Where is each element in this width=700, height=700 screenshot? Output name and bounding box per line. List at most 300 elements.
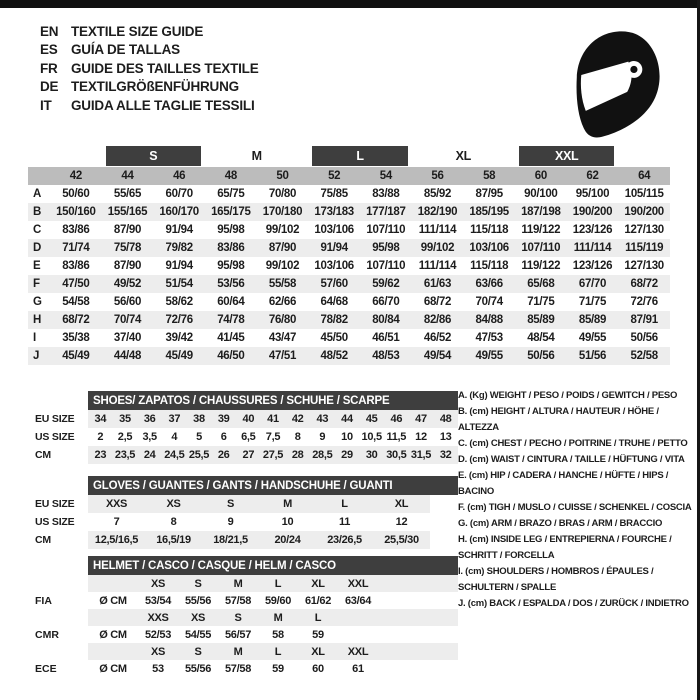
shoes-value: 8 [294, 431, 301, 443]
size-value: 66/70 [372, 296, 400, 308]
legend-item: J. (cm) BACK / ESPALDA / DOS / ZURÜCK / INDIETRO [458, 598, 689, 609]
measurement-row-i [28, 329, 670, 347]
gloves-value: 10 [281, 516, 294, 528]
legend-item: E. (cm) HIP / CADERA / HANCHE / HÜFTE / HIPS / BACINO [458, 470, 669, 497]
row-label: G [33, 296, 42, 308]
size-value: 160/170 [159, 206, 199, 218]
size-value: 75/78 [113, 242, 142, 254]
helmet-section-header: HELMET / CASCO / CASQUE / HELM / CASCO [88, 556, 458, 575]
size-value: 71/75 [578, 296, 607, 308]
size-value: 80/84 [372, 314, 400, 326]
corner-spacer [28, 167, 50, 185]
size-value: 119/122 [521, 224, 561, 236]
size-value: 111/114 [418, 224, 457, 236]
row-label: J [33, 350, 40, 362]
helmet-value: 57/58 [224, 594, 252, 607]
size-group-xl: XL [455, 149, 472, 163]
size-value: 99/102 [265, 260, 300, 272]
size-value: 85/92 [423, 188, 452, 200]
size-value: 103/106 [314, 260, 354, 272]
shoes-value: 43 [316, 413, 329, 425]
shoes-value: 32 [439, 449, 452, 461]
legend-item: B. (cm) HEIGHT / ALTURA / HAUTEUR / HÖHE / ALTEZZA [458, 406, 659, 433]
helmet-value-row [88, 592, 458, 609]
helmet-size-header: S [194, 645, 202, 658]
textile-size-table [28, 145, 670, 365]
shoes-value: 31,5 [410, 449, 432, 461]
size-value: 87/91 [630, 314, 658, 326]
size-value: 103/106 [469, 242, 509, 254]
shoes-row-labels [35, 410, 85, 464]
helmet-size-spacer [88, 609, 138, 626]
shoes-value: 2 [97, 431, 104, 443]
helmet-size-header: XXS [147, 611, 169, 624]
legend-item: I. (cm) SHOULDERS / HOMBROS / ÉPAULES / SCHULTERN / SPALLE [458, 566, 654, 593]
size-value: 76/80 [268, 314, 297, 326]
shoes-value: 3,5 [142, 431, 157, 443]
size-value: 61/63 [423, 278, 452, 290]
size-value: 65/68 [527, 278, 555, 290]
size-column-header: 50 [276, 170, 289, 182]
shoes-value: 26 [217, 449, 230, 461]
size-value: 59/62 [372, 278, 400, 290]
top-frame-bar [0, 0, 700, 8]
size-value: 50/56 [527, 350, 555, 362]
size-value: 45/49 [62, 350, 90, 362]
language-row [40, 41, 259, 60]
helmet-size-header: L [274, 645, 282, 658]
size-value: 68/72 [62, 314, 90, 326]
size-group-xxl: XXL [519, 146, 614, 166]
legend-item: G. (cm) ARM / BRAZO / BRAS / ARM / BRACCIO [458, 518, 663, 529]
shoes-value: 34 [94, 413, 107, 425]
size-value: 72/76 [630, 296, 658, 308]
gloves-value: XL [394, 498, 409, 510]
helmet-value: 54/55 [184, 628, 212, 641]
helmet-value: 56/57 [224, 628, 252, 641]
size-value: 95/100 [575, 188, 610, 200]
size-value: 58/62 [165, 296, 193, 308]
helmet-table-body [88, 575, 458, 677]
size-column-header: 64 [638, 170, 651, 182]
size-value: 111/114 [418, 260, 457, 272]
size-value: 47/53 [475, 332, 503, 344]
shoes-value: 38 [193, 413, 205, 425]
gloves-row-label: US SIZE [35, 516, 75, 528]
shoes-value: 29 [341, 449, 353, 461]
helmet-size-header: M [233, 577, 243, 590]
size-value: 48/53 [372, 350, 400, 362]
helmet-size-header: XL [311, 645, 325, 658]
size-value: 45/49 [165, 350, 193, 362]
size-value: 50/60 [62, 188, 90, 200]
helmet-value-row [88, 626, 458, 643]
shoes-value: 24,5 [164, 449, 185, 461]
shoes-value: 40 [242, 413, 255, 425]
size-value: 177/187 [366, 206, 406, 218]
size-value: 123/126 [572, 224, 613, 236]
size-value: 72/76 [165, 314, 193, 326]
language-title: TEXTILE SIZE GUIDE [71, 23, 204, 39]
size-value: 54/58 [62, 296, 90, 308]
size-value: 111/114 [573, 242, 612, 254]
row-label: F [33, 278, 40, 290]
shoes-value: 10 [341, 431, 353, 443]
measurement-row-b [28, 203, 670, 221]
row-label: H [33, 314, 42, 326]
language-row [40, 96, 259, 115]
gloves-section-header: GLOVES / GUANTES / GANTS / HANDSCHUHE / GUANTI [88, 476, 458, 495]
gloves-value: 9 [227, 516, 234, 528]
helmet-size-header: XL [311, 577, 325, 590]
helmet-value: 55/56 [184, 594, 212, 607]
size-value: 46/52 [423, 332, 452, 344]
shoes-value: 45 [365, 413, 378, 425]
size-value: 85/89 [578, 314, 607, 326]
shoes-value: 37 [168, 413, 181, 425]
size-value: 68/72 [630, 278, 658, 290]
size-value: 87/95 [475, 188, 503, 200]
row-label: A [33, 188, 42, 200]
size-value: 83/86 [62, 224, 90, 236]
shoes-value: 44 [341, 413, 353, 425]
shoes-value: 6,5 [241, 431, 256, 443]
gloves-value: S [226, 498, 235, 510]
size-value: 87/90 [268, 242, 297, 254]
shoes-row-label: US SIZE [35, 431, 75, 443]
gloves-row-label: CM [35, 534, 51, 546]
size-value: 127/130 [624, 224, 664, 236]
size-value: 39/42 [165, 332, 193, 344]
language-title: TEXTILGRÖßENFÜHRUNG [71, 79, 239, 95]
helmet-size-header: XXL [347, 577, 369, 590]
shoes-value: 6 [220, 431, 227, 443]
gloves-value: 20/24 [274, 534, 301, 546]
size-value: 48/54 [527, 332, 555, 344]
size-value: 35/38 [62, 332, 90, 344]
size-value: 83/86 [62, 260, 90, 272]
size-value: 49/54 [423, 350, 452, 362]
textile-size-table-body [28, 185, 670, 365]
helmet-size-spacer [88, 643, 138, 660]
language-row [40, 22, 259, 41]
shoes-row [88, 428, 458, 446]
shoes-value: 35 [119, 413, 131, 425]
helmet-size-header: XS [190, 611, 206, 624]
size-value: 127/130 [624, 260, 664, 272]
measurement-row-a [28, 185, 670, 203]
gloves-value: XXS [105, 498, 128, 510]
size-value: 115/119 [625, 242, 664, 254]
size-value: 90/100 [524, 188, 558, 200]
size-value: 53/56 [217, 278, 245, 290]
size-value: 99/102 [265, 224, 300, 236]
measurement-row-d [28, 239, 670, 257]
size-column-header: 54 [379, 170, 392, 182]
shoes-value: 12 [415, 431, 427, 443]
helmet-value: 63/64 [344, 594, 372, 607]
size-group-header-row [28, 145, 670, 167]
row-label: E [33, 260, 41, 272]
size-value: 75/85 [320, 188, 348, 200]
size-value: 50/56 [630, 332, 658, 344]
helmet-value: 61 [352, 662, 364, 675]
helmet-size-header: L [274, 577, 282, 590]
gloves-value: 12,5/16,5 [94, 534, 139, 546]
shoes-row [88, 410, 458, 428]
helmet-size-header: XXL [347, 645, 369, 658]
size-column-header: 60 [534, 170, 547, 182]
size-value: 107/110 [521, 242, 561, 254]
size-value: 95/98 [217, 224, 245, 236]
size-value: 87/90 [113, 260, 142, 272]
size-value: 78/82 [320, 314, 348, 326]
size-value: 56/60 [113, 296, 142, 308]
gloves-value: XS [166, 498, 181, 510]
helmet-value: 57/58 [224, 662, 252, 675]
measurement-row-j [28, 347, 670, 365]
size-value: 187/198 [521, 206, 561, 218]
size-value: 173/183 [314, 206, 354, 218]
size-value: 91/94 [320, 242, 348, 254]
size-value: 41/45 [217, 332, 245, 344]
size-group-s: S [106, 146, 201, 166]
helmet-size-header: M [273, 611, 283, 624]
size-value: 71/74 [62, 242, 90, 254]
size-value: 71/75 [527, 296, 555, 308]
helmet-size-spacer [88, 575, 138, 592]
size-value: 70/74 [475, 296, 503, 308]
shoes-value: 28 [291, 449, 304, 461]
language-code: FR [40, 60, 58, 76]
row-label: I [33, 332, 36, 344]
size-value: 60/64 [217, 296, 245, 308]
size-value: 115/118 [470, 224, 509, 236]
size-value: 107/110 [366, 224, 406, 236]
shoes-section-header: SHOES/ ZAPATOS / CHAUSSURES / SCHUHE / SCARPE [88, 391, 458, 410]
helmet-standard-label: ECE [35, 662, 57, 675]
size-value: 70/80 [268, 188, 297, 200]
helmet-value: 53 [152, 662, 164, 675]
language-code: EN [40, 23, 59, 39]
language-title-block [40, 22, 259, 115]
size-value: 46/50 [217, 350, 245, 362]
helmet-value: 59/60 [264, 594, 292, 607]
helmet-value: 59 [272, 662, 284, 675]
row-label: C [33, 224, 42, 236]
shoes-value: 9 [319, 431, 326, 443]
size-column-header: 62 [586, 170, 599, 182]
size-value: 79/82 [165, 242, 193, 254]
helmet-value-row [88, 660, 458, 677]
size-value: 55/58 [268, 278, 297, 290]
size-value: 182/190 [417, 206, 458, 218]
size-column-header: 46 [173, 170, 186, 182]
helmet-size-header: XS [150, 645, 166, 658]
shoes-value: 42 [291, 413, 304, 425]
shoes-value: 10,5 [361, 431, 382, 443]
shoes-value: 47 [415, 413, 427, 425]
language-code: DE [40, 79, 59, 95]
gloves-value: 16,5/19 [156, 534, 191, 546]
diameter-unit: Ø CM [99, 662, 127, 675]
size-value: 44/48 [113, 350, 142, 362]
gloves-row-labels [35, 495, 85, 549]
measurement-legend [458, 388, 696, 612]
legend-item: D. (cm) WAIST / CINTURA / TAILLE / HÜFTUNG / VITA [458, 454, 685, 465]
helmet-value: 53/54 [144, 594, 172, 607]
shoes-value: 7,5 [265, 431, 281, 443]
diameter-unit: Ø CM [99, 594, 127, 607]
size-value: 83/86 [217, 242, 245, 254]
gloves-table-body [88, 495, 430, 549]
size-value: 67/70 [578, 278, 607, 290]
size-value: 87/90 [113, 224, 142, 236]
size-value: 48/52 [320, 350, 348, 362]
size-number-row [28, 167, 670, 185]
size-value: 46/51 [372, 332, 400, 344]
size-column-header: 58 [483, 170, 496, 182]
size-value: 170/180 [262, 206, 303, 218]
helmet-standard-label: FIA [35, 594, 52, 607]
helmet-size-row [88, 575, 458, 592]
size-value: 82/86 [423, 314, 452, 326]
shoes-value: 28,5 [312, 449, 333, 461]
gloves-value: 8 [170, 516, 177, 528]
size-column-header: 56 [431, 170, 444, 182]
measurement-row-f [28, 275, 670, 293]
size-value: 74/78 [217, 314, 245, 326]
shoes-value: 23,5 [114, 449, 136, 461]
gloves-value: 23/26,5 [327, 534, 362, 546]
helmet-size-header: M [233, 645, 243, 658]
shoes-value: 41 [267, 413, 279, 425]
shoes-value: 48 [439, 413, 452, 425]
shoes-value: 46 [390, 413, 403, 425]
size-value: 115/118 [470, 260, 509, 272]
row-label: D [33, 242, 42, 254]
helmet-value: 52/53 [144, 628, 172, 641]
size-value: 52/58 [630, 350, 658, 362]
legend-item: F. (cm) TIGH / MUSLO / CUISSE / SCHENKEL / COSCIA [458, 502, 692, 513]
size-value: 185/195 [469, 206, 509, 218]
gloves-value: 11 [338, 516, 351, 528]
size-column-header: 48 [224, 170, 237, 182]
helmet-value: 55/56 [184, 662, 212, 675]
measurement-row-h [28, 311, 670, 329]
size-value: 51/54 [165, 278, 193, 290]
size-value: 84/88 [475, 314, 503, 326]
size-value: 105/115 [624, 188, 664, 200]
helmet-value: 58 [272, 628, 284, 641]
language-title: GUÍA DE TALLAS [71, 42, 180, 58]
racing-helmet-icon [562, 28, 670, 140]
shoes-value: 30 [365, 449, 378, 461]
shoes-row-label: EU SIZE [35, 413, 75, 425]
shoes-value: 2,5 [117, 431, 133, 443]
helmet-standard-label: CMR [35, 628, 59, 641]
helmet-size-row [88, 609, 458, 626]
gloves-value: M [283, 498, 292, 510]
size-value: 68/72 [423, 296, 452, 308]
size-group-m: M [251, 149, 262, 163]
language-code: IT [40, 97, 52, 113]
size-value: 51/56 [578, 350, 607, 362]
size-value: 43/47 [268, 332, 297, 344]
size-value: 65/75 [217, 188, 245, 200]
size-value: 57/60 [320, 278, 348, 290]
language-code: ES [40, 42, 58, 58]
helmet-value: 59 [312, 628, 324, 641]
size-value: 155/165 [107, 206, 148, 218]
language-row [40, 78, 259, 97]
measurement-row-g [28, 293, 670, 311]
shoes-value: 30,5 [386, 449, 407, 461]
size-value: 47/50 [62, 278, 90, 290]
shoes-value: 27 [242, 449, 255, 461]
size-value: 99/102 [420, 242, 455, 254]
size-value: 55/65 [113, 188, 142, 200]
gloves-value: 12 [395, 516, 408, 528]
helmet-value: 60 [312, 662, 324, 675]
shoes-table-body [88, 410, 458, 464]
size-value: 103/106 [314, 224, 354, 236]
size-value: 150/160 [56, 206, 96, 218]
shoes-value: 25,5 [188, 449, 210, 461]
size-value: 83/88 [372, 188, 400, 200]
measurement-row-e [28, 257, 670, 275]
size-value: 45/50 [320, 332, 348, 344]
gloves-row [88, 513, 430, 531]
shoes-value: 5 [196, 431, 202, 443]
row-label: B [33, 206, 42, 218]
size-value: 91/94 [165, 224, 193, 236]
size-value: 119/122 [521, 260, 561, 272]
size-group-l: L [312, 146, 407, 166]
size-column-header: 52 [328, 170, 341, 182]
language-title: GUIDE DES TAILLES TEXTILE [71, 60, 259, 76]
shoes-value: 36 [143, 413, 156, 425]
shoes-value: 39 [217, 413, 230, 425]
helmet-value: 61/62 [304, 594, 332, 607]
size-value: 49/55 [578, 332, 607, 344]
size-value: 63/66 [475, 278, 503, 290]
size-value: 165/175 [211, 206, 251, 218]
size-value: 37/40 [113, 332, 142, 344]
gloves-value: 25,5/30 [384, 534, 419, 546]
legend-item: H. (cm) INSIDE LEG / ENTREPIERNA / FOURCHE / SCHRITT / FORCELLA [458, 534, 672, 561]
gloves-value: 18/21,5 [213, 534, 248, 546]
helmet-size-header: XS [150, 577, 166, 590]
size-value: 107/110 [366, 260, 406, 272]
size-value: 62/66 [268, 296, 297, 308]
gloves-row [88, 531, 430, 549]
gloves-value: 7 [113, 516, 120, 528]
size-value: 60/70 [165, 188, 193, 200]
size-value: 123/126 [572, 260, 613, 272]
shoes-value: 11,5 [386, 431, 407, 443]
size-value: 49/55 [475, 350, 503, 362]
size-value: 190/200 [624, 206, 664, 218]
size-value: 190/200 [572, 206, 613, 218]
shoes-value: 13 [439, 431, 452, 443]
helmet-size-header: S [194, 577, 202, 590]
diameter-unit: Ø CM [99, 628, 127, 641]
size-column-header: 42 [69, 170, 82, 182]
gloves-row-label: EU SIZE [35, 498, 75, 510]
helmet-size-header: L [314, 611, 322, 624]
legend-item: A. (Kg) WEIGHT / PESO / POIDS / GEWITCH / PESO [458, 390, 678, 401]
